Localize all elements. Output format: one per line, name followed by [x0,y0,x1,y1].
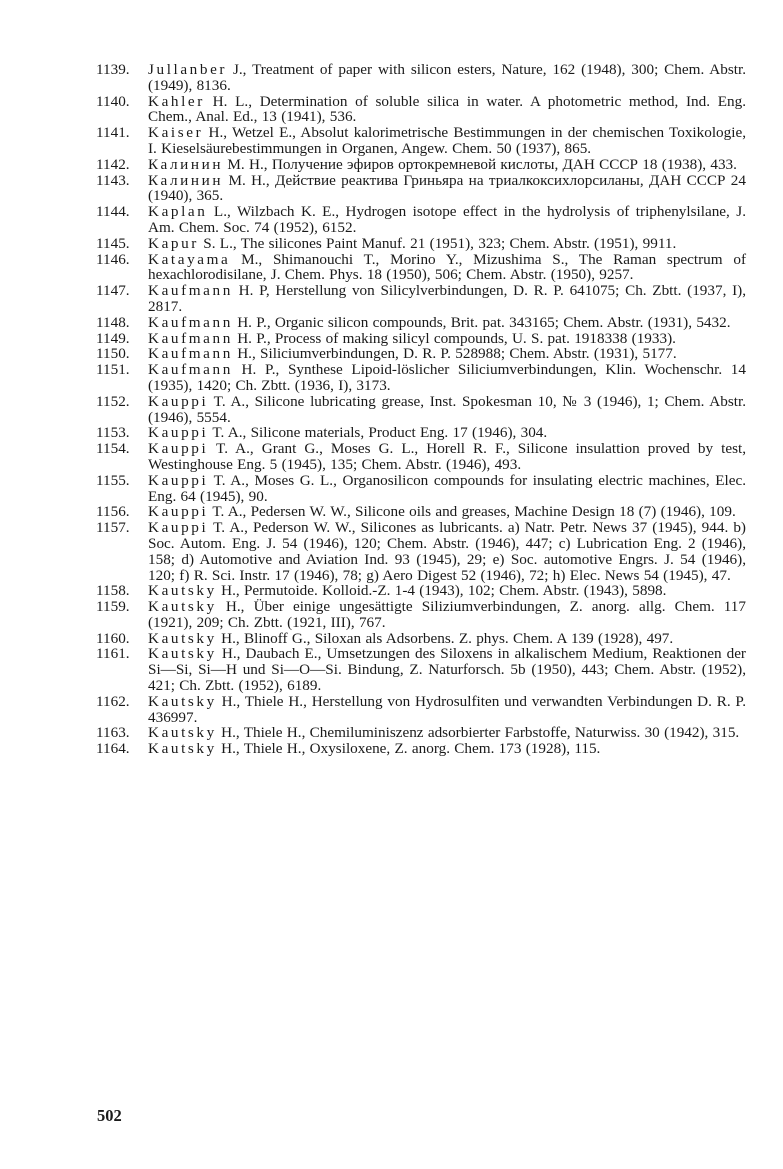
reference-author: Калинин [148,155,224,173]
reference-entry [96,236,746,252]
reference-number: 1144. [96,203,130,221]
reference-author: Kauppi [148,424,209,442]
reference-text: S. L., The silicones Paint Manuf. 21 (1951), 323; Chem. Abstr. (1951), 9911. [198,234,677,252]
reference-author: Kahler [148,92,205,110]
reference-author: Kaufmann [148,329,233,347]
reference-entry [96,599,746,631]
reference-number: 1158. [96,582,130,600]
reference-text: H., Wetzel E., Absolut kalorimetrische Bestimmungen in der chemischen Toxikologie, I. Kieselsäurebestimmungen in Organen, Angew. Chem. 50 (1937), 865. [148,124,746,157]
reference-number: 1149. [96,329,130,347]
reference-text: T. A., Pederson W. W., Silicones as lubricants. a) Natr. Petr. News 37 (1945), 944. b) Soc. Autom. Eng. J. 54 (1946), 120; Chem. Abstr. (1946), 447; c) Lubrication Eng. 2 (1946), 158; d) Automotive and Aviation Ind. 93 (1945), 29; e) Soc. automotive Engrs. J. 54 (1946), 120; f) R. Sci. Instr. 17 (1946), 78; g) Aero Digest 52 (1946), 72; h) Elec. News 54 (1945), 47. [148,519,746,584]
reference-text: T. A., Silicone materials, Product Eng. 17 (1946), 304. [208,424,548,442]
reference-author: Kauppi [148,440,209,458]
reference-list [96,62,746,757]
reference-number: 1164. [96,740,130,758]
reference-text: H. P., Organic silicon compounds, Brit. pat. 343165; Chem. Abstr. (1931), 5432. [232,313,731,331]
reference-author: Katayama [148,250,231,268]
reference-text: H., Siliciumverbindungen, D. R. P. 528988; Chem. Abstr. (1931), 5177. [232,345,677,363]
reference-author: Kaufmann [148,282,233,300]
reference-author: Jullanber [148,61,228,78]
reference-entry [96,504,746,520]
reference-number: 1151. [96,361,130,379]
reference-number: 1159. [96,598,130,616]
reference-text: H. P, Herstellung von Silicylverbindungen, D. R. P. 641075; Ch. Zbtt. (1937, I), 2817. [148,282,746,315]
reference-author: Kauppi [148,471,209,489]
reference-entry [96,394,746,426]
reference-entry [96,646,746,693]
reference-text: H., Thiele H., Chemiluminiszenz adsorbierter Farbstoffe, Naturwiss. 30 (1942), 315. [216,724,740,742]
reference-number: 1141. [96,124,130,142]
reference-number: 1150. [96,345,130,363]
reference-text: T. A., Silicone lubricating grease, Inst. Spokesman 10, № 3 (1946), 1; Chem. Abstr. (1946), 5554. [148,392,746,426]
reference-text: T. A., Pedersen W. W., Silicone oils and greases, Machine Design 18 (7) (1946), 109. [208,503,736,521]
reference-number: 1143. [96,171,130,189]
reference-entry [96,441,746,473]
reference-author: Kauppi [148,392,209,410]
reference-author: Kautsky [148,740,217,758]
reference-text: H. P., Process of making silicyl compounds, U. S. pat. 1918338 (1933). [232,329,676,347]
reference-author: Kautsky [148,598,217,616]
reference-author: Kauppi [148,519,209,537]
reference-number: 1142. [96,155,130,173]
reference-text: H. L., Determination of soluble silica in water. A photometric method, Ind. Eng. Chem., Anal. Ed., 13 (1941), 536. [148,92,746,126]
reference-author: Kaplan [148,203,208,221]
reference-author: Kautsky [148,645,217,663]
reference-entry [96,331,746,347]
reference-text: H. P., Synthese Lipoid-löslicher Siliciumverbindungen, Klin. Wochenschr. 14 (1935), 1420; Ch. Zbtt. (1936, I), 3173. [148,361,746,394]
reference-number: 1161. [96,645,130,663]
reference-number: 1145. [96,234,130,252]
reference-entry [96,125,746,157]
reference-author: Kautsky [148,582,217,600]
reference-text: J., Treatment of paper with silicon esters, Nature, 162 (1948), 300; Chem. Abstr. (1949), 8136. [148,61,746,94]
reference-entry [96,315,746,331]
reference-number: 1139. [96,61,130,78]
reference-author: Kautsky [148,724,217,742]
reference-entry [96,473,746,505]
reference-entry [96,252,746,284]
reference-number: 1152. [96,392,130,410]
reference-text: H., Thiele H., Herstellung von Hydrosulfiten und verwandten Verbindungen D. R. P. 436997. [148,692,746,726]
reference-author: Kaufmann [148,361,233,379]
reference-number: 1147. [96,282,130,300]
reference-entry [96,283,746,315]
reference-number: 1160. [96,629,130,647]
reference-entry [96,94,746,126]
reference-text: H., Thiele H., Oxysiloxene, Z. anorg. Chem. 173 (1928), 115. [216,740,601,758]
page-number: 502 [97,1106,122,1125]
reference-number: 1153. [96,424,130,442]
reference-entry [96,741,746,757]
reference-entry [96,204,746,236]
reference-entry [96,173,746,205]
reference-number: 1162. [96,692,130,710]
reference-number: 1157. [96,519,130,537]
reference-author: Kaiser [148,124,204,142]
reference-number: 1155. [96,471,130,489]
reference-entry [96,631,746,647]
reference-text: H., Über einige ungesättigte Siliziumverbindungen, Z. anorg. allg. Chem. 117 (1921), 209; Ch. Zbtt. (1921, III), 767. [148,598,746,631]
reference-entry [96,694,746,726]
reference-text: H., Permutoide. Kolloid.-Z. 1-4 (1943), 102; Chem. Abstr. (1943), 5898. [216,582,667,600]
reference-text: T. A., Moses G. L., Organosilicon compounds for insulating electric machines, Elec. Eng. 64 (1945), 90. [148,471,746,505]
reference-author: Kaufmann [148,313,233,331]
reference-number: 1140. [96,92,130,110]
reference-text: L., Wilzbach K. E., Hydrogen isotope effect in the hydrolysis of triphenylsilane, J. Am. Chem. Soc. 74 (1952), 6152. [148,203,746,236]
reference-entry [96,62,746,94]
reference-author: Kauppi [148,503,209,521]
reference-entry [96,520,746,583]
reference-author: Kapur [148,234,199,252]
reference-entry [96,346,746,362]
reference-author: Kautsky [148,692,217,710]
reference-text: М. Н., Получение эфиров ортокремневой кислоты, ДАН СССР 18 (1938), 433. [223,155,737,173]
reference-entry [96,425,746,441]
reference-number: 1146. [96,250,130,268]
reference-text: H., Blinoff G., Siloxan als Adsorbens. Z. phys. Chem. A 139 (1928), 497. [216,629,674,647]
reference-entry [96,362,746,394]
reference-author: Kaufmann [148,345,233,363]
reference-number: 1163. [96,724,130,742]
reference-text: T. A., Grant G., Moses G. L., Horell R. F., Silicone insulattion proved by test, Westinghouse Eng. 5 (1945), 135; Chem. Abstr. (1946), 493. [148,440,746,473]
reference-entry [96,583,746,599]
reference-text: M., Shimanouchi T., Morino Y., Mizushima S., The Raman spectrum of hexachlorodisilane, J. Chem. Phys. 18 (1950), 506; Chem. Abstr. (1950), 9257. [148,250,746,284]
reference-entry [96,157,746,173]
reference-number: 1154. [96,440,130,458]
reference-author: Калинин [148,171,224,189]
reference-author: Kautsky [148,629,217,647]
reference-text: М. Н., Действие реактива Гриньяра на триалкоксихлорсиланы, ДАН СССР 24 (1940), 365. [148,171,746,205]
reference-entry [96,725,746,741]
reference-number: 1156. [96,503,130,521]
reference-text: H., Daubach E., Umsetzungen des Siloxens in alkalischem Medium, Reaktionen der Si—Si, Si—H und Si—O—Si. Bindung, Z. Naturforsch. 5b (1950), 443; Chem. Abstr. (1952), 421; Ch. Zbtt. (1952), 6189. [148,645,746,695]
reference-number: 1148. [96,313,130,331]
